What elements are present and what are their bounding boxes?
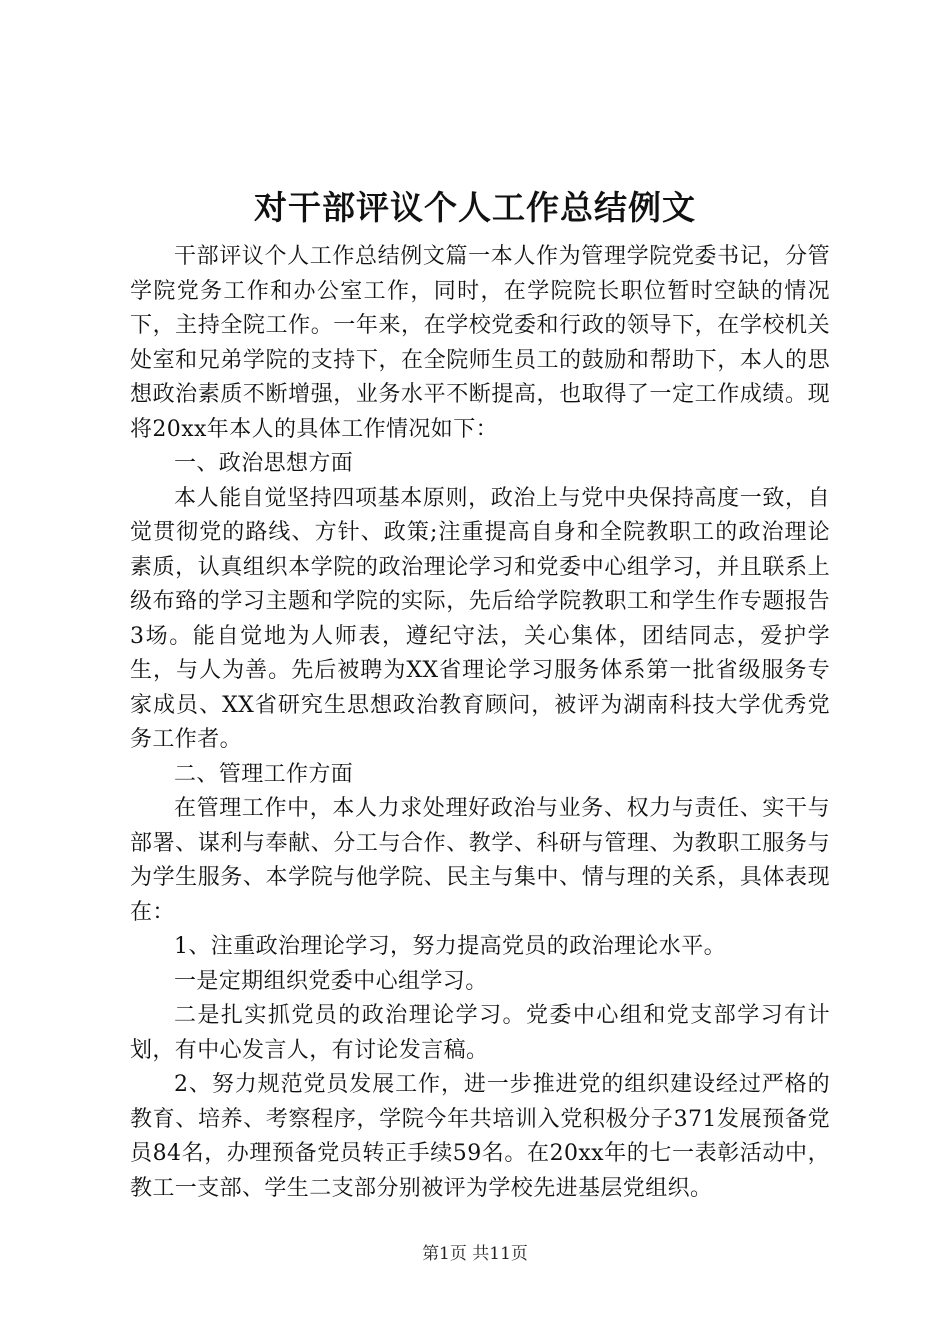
section-heading-politics: 一、政治思想方面 — [174, 451, 354, 476]
section-heading-management: 二、管理工作方面 — [174, 761, 354, 787]
paragraph-item-1a: 一是定期组织党委中心组学习。 — [174, 968, 488, 994]
paragraph-item-1: 1、注重政治理论学习，努力提高党员的政治理论水平。 — [174, 934, 726, 959]
document-body — [130, 240, 830, 1206]
page-number-footer: 第1页 共11页 — [422, 1244, 528, 1264]
paragraph-politics: 本人能自觉坚持四项基本原则，政治上与党中央保持高度一致，自觉贯彻党的路线、方针、政策;注重提高自身和全院教职工的政治理论素质，认真组织本学院的政治理论学习和党委中心组学习，并且联系上级布臵的学习主题和学院的实际，先后给学院教职工和学生作专题报告3场。能自觉地为人师表，遵纪守法，关心集体，团结同志，爱护学生，与人为善。先后被聘为XX省理论学习服务体系第一批省级服务专家成员、XX省研究生思想政治教育顾问，被评为湖南科技大学优秀党务工作者。 — [130, 485, 830, 752]
paragraph-item-2: 2、努力规范党员发展工作，进一步推进党的组织建设经过严格的教育、培养、考察程序，学院今年共培训入党积极分子371发展预备党员84名，办理预备党员转正手续59名。在20xx年的七一表彰活动中，教工一支部、学生二支部分别被评为学校先进基层党组织。 — [130, 1072, 830, 1201]
paragraph-intro: 干部评议个人工作总结例文篇一本人作为管理学院党委书记，分管学院党务工作和办公室工作，同时，在学院院长职位暂时空缺的情况下，主持全院工作。一年来，在学校党委和行政的领导下，在学校机关处室和兄弟学院的支持下，在全院师生员工的鼓励和帮助下，本人的思想政治素质不断增强，业务水平不断提高，也取得了一定工作成绩。现将20xx年本人的具体工作情况如下： — [130, 244, 830, 442]
document-title: 对干部评议个人工作总结例文 — [254, 188, 696, 227]
paragraph-management: 在管理工作中，本人力求处理好政治与业务、权力与责任、实干与部署、谋利与奉献、分工与合作、教学、科研与管理、为教职工服务与为学生服务、本学院与他学院、民主与集中、情与理的关系，具体表现在： — [130, 796, 830, 925]
paragraph-item-1b: 二是扎实抓党员的政治理论学习。党委中心组和党支部学习有计划，有中心发言人，有讨论发言稿。 — [130, 1003, 830, 1063]
